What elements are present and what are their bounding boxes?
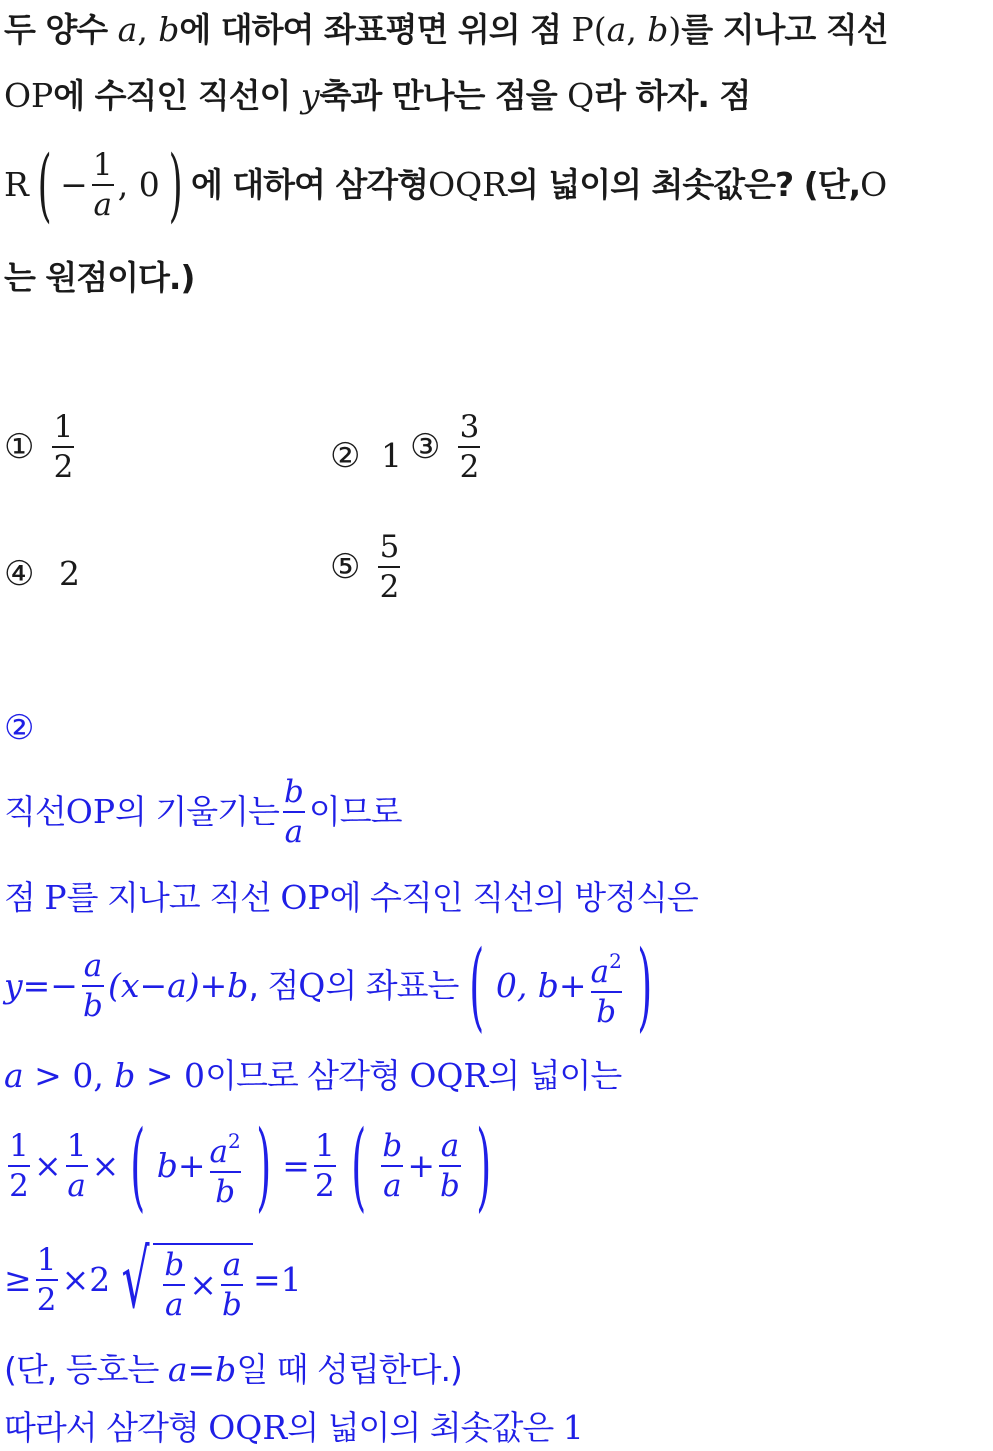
var-a: a bbox=[117, 10, 138, 49]
right-paren: ) bbox=[168, 138, 183, 231]
var-b: b bbox=[114, 1056, 136, 1095]
solution-line-7 bbox=[4, 1350, 462, 1390]
denominator: b bbox=[596, 993, 617, 1030]
numerator: 5 bbox=[379, 529, 400, 565]
numerator: b bbox=[164, 1247, 185, 1283]
zero: , 0 bbox=[117, 165, 160, 204]
numerator: 1 bbox=[315, 1128, 335, 1164]
paren: ) bbox=[668, 10, 682, 49]
numerator: a bbox=[440, 1128, 460, 1164]
var-a: a bbox=[4, 1056, 24, 1095]
text: 따라서 삼각형 bbox=[4, 1408, 209, 1447]
choice-mark: ⑤ bbox=[330, 547, 361, 587]
denominator: a bbox=[383, 1168, 402, 1204]
fraction bbox=[92, 146, 114, 224]
line-op: OP bbox=[4, 76, 54, 115]
choice-2[interactable] bbox=[330, 436, 402, 476]
exponent: 2 bbox=[228, 1128, 241, 1153]
point-q: Q bbox=[298, 966, 326, 1005]
point-p: P( bbox=[571, 10, 607, 49]
radicand bbox=[153, 1243, 253, 1325]
line-op: OP bbox=[280, 878, 330, 917]
times: × bbox=[91, 1146, 120, 1185]
times: × bbox=[34, 1146, 62, 1185]
triangle-oqr: OQR bbox=[208, 1408, 288, 1447]
choice-5[interactable] bbox=[330, 528, 404, 606]
problem-line-3 bbox=[4, 140, 887, 230]
numerator: b bbox=[382, 1128, 403, 1164]
equals-minus: =− bbox=[22, 966, 78, 1005]
left-paren: ( bbox=[130, 1110, 146, 1222]
numerator: b bbox=[283, 774, 304, 810]
numerator bbox=[591, 942, 622, 991]
fraction bbox=[221, 1246, 243, 1324]
exponent: 2 bbox=[609, 948, 622, 973]
solution-line-4 bbox=[4, 1056, 621, 1096]
times-two: ×2 bbox=[61, 1260, 111, 1299]
left-paren: ( bbox=[37, 138, 52, 231]
choice-3[interactable] bbox=[410, 408, 484, 486]
equality-condition: a=b bbox=[167, 1350, 237, 1389]
choice-mark: ② bbox=[330, 436, 361, 476]
denominator: b bbox=[440, 1168, 460, 1204]
fraction bbox=[52, 408, 74, 486]
origin-o: O bbox=[860, 165, 888, 204]
problem-line-4 bbox=[4, 258, 195, 298]
denominator: 2 bbox=[315, 1168, 335, 1204]
square-root bbox=[110, 1235, 253, 1325]
choice-value: 1 bbox=[380, 436, 402, 475]
text: 축과 만나는 점을 bbox=[319, 76, 568, 115]
choice-value: 2 bbox=[58, 554, 80, 593]
final-answer: 1 bbox=[562, 1408, 584, 1447]
fraction bbox=[378, 528, 400, 606]
choice-mark: ③ bbox=[410, 427, 441, 467]
expression: b+ bbox=[156, 1146, 206, 1185]
fraction bbox=[458, 408, 480, 486]
numerator: 3 bbox=[459, 409, 480, 445]
denominator: 2 bbox=[379, 569, 400, 605]
denominator: a bbox=[284, 814, 304, 850]
triangle-oqr: OQR bbox=[428, 165, 508, 204]
fraction bbox=[8, 1127, 30, 1205]
right-paren: ) bbox=[256, 1110, 271, 1222]
var-a: a bbox=[606, 10, 627, 49]
slope-fraction bbox=[283, 773, 305, 851]
radical-sign: √ bbox=[121, 1233, 150, 1326]
point-p: P bbox=[44, 878, 67, 917]
text: 에 수직인 직선의 방정식은 bbox=[329, 878, 698, 917]
inequality: > 0, bbox=[23, 1056, 115, 1095]
fraction bbox=[36, 1241, 58, 1319]
denominator: 2 bbox=[459, 449, 480, 485]
text: 이므로 bbox=[308, 792, 402, 831]
text: (단, 등호는 bbox=[4, 1350, 168, 1389]
denominator: a bbox=[67, 1168, 86, 1204]
text: 에 대하여 좌표평면 위의 점 bbox=[179, 10, 572, 49]
triangle-oqr: OQR bbox=[409, 1056, 489, 1095]
comma: , bbox=[626, 10, 648, 49]
numerator: 1 bbox=[66, 1128, 87, 1164]
text: 에 수직인 직선이 bbox=[53, 76, 301, 115]
base: a bbox=[590, 953, 610, 990]
text: 의 넓이의 최솟값은? (단, bbox=[507, 165, 861, 204]
base: a bbox=[209, 1133, 229, 1170]
fraction bbox=[66, 1127, 88, 1205]
solution-line-6 bbox=[4, 1230, 302, 1330]
denominator: 2 bbox=[9, 1168, 29, 1204]
point-q: Q bbox=[567, 76, 595, 115]
fraction bbox=[82, 947, 104, 1025]
numerator: 1 bbox=[9, 1128, 29, 1164]
numerator bbox=[210, 1122, 241, 1171]
text: 를 지나고 직선 bbox=[681, 10, 888, 49]
fraction bbox=[210, 1122, 241, 1211]
fraction bbox=[439, 1127, 461, 1205]
point-r: R bbox=[4, 165, 29, 204]
fraction bbox=[591, 942, 622, 1031]
denominator: b bbox=[215, 1173, 236, 1210]
text: 직선 bbox=[4, 792, 66, 831]
answer-mark bbox=[4, 708, 34, 748]
text: 두 양수 bbox=[4, 10, 118, 49]
denominator: a bbox=[165, 1287, 184, 1323]
minus: − bbox=[60, 165, 88, 204]
text: 에 대하여 삼각형 bbox=[190, 165, 429, 204]
comma: , bbox=[137, 10, 159, 49]
text: 이므로 삼각형 bbox=[205, 1056, 410, 1095]
left-paren: ( bbox=[469, 930, 485, 1042]
result: =1 bbox=[252, 1260, 302, 1299]
var-y: y bbox=[300, 76, 320, 115]
numerator: a bbox=[222, 1247, 242, 1283]
problem-line-2 bbox=[4, 76, 750, 116]
text: 의 기울기는 bbox=[115, 792, 279, 831]
fraction bbox=[163, 1246, 185, 1324]
text: 라 하자. 점 bbox=[594, 76, 751, 115]
solution-line-1 bbox=[4, 770, 402, 854]
solution-line-2 bbox=[4, 878, 698, 918]
choice-4[interactable] bbox=[4, 554, 80, 594]
equals: = bbox=[282, 1146, 310, 1185]
geq: ≥ bbox=[4, 1260, 32, 1299]
times: × bbox=[189, 1265, 217, 1304]
text: 의 좌표는 bbox=[325, 966, 459, 1005]
inequality: > 0 bbox=[135, 1056, 206, 1095]
var-b: b bbox=[647, 10, 669, 49]
fraction bbox=[381, 1127, 403, 1205]
numerator: 1 bbox=[92, 147, 113, 183]
var-b: b bbox=[158, 10, 180, 49]
numerator: 1 bbox=[53, 409, 74, 445]
right-paren: ) bbox=[476, 1110, 492, 1222]
problem-line-1 bbox=[4, 10, 888, 50]
denominator: 2 bbox=[53, 449, 74, 485]
denominator: a bbox=[93, 187, 112, 223]
solution-line-3 bbox=[4, 930, 663, 1042]
fraction bbox=[314, 1127, 336, 1205]
denominator: b bbox=[83, 988, 103, 1024]
solution-line-8 bbox=[4, 1408, 584, 1448]
solution-line-5 bbox=[4, 1110, 502, 1222]
expression: (x−a)+b bbox=[107, 966, 249, 1005]
line-op: OP bbox=[65, 792, 116, 831]
coord: 0, b+ bbox=[495, 966, 587, 1005]
text: , 점 bbox=[248, 966, 299, 1005]
var-y: y bbox=[4, 966, 23, 1005]
denominator: b bbox=[222, 1287, 242, 1323]
plus: + bbox=[407, 1146, 435, 1185]
text: 를 지나고 직선 bbox=[66, 878, 281, 917]
numerator: a bbox=[83, 948, 103, 984]
text: 일 때 성립한다.) bbox=[236, 1350, 462, 1389]
text: 는 원점이다.) bbox=[4, 258, 195, 297]
answer-choice: ② bbox=[4, 708, 35, 748]
text: 의 넓이는 bbox=[488, 1056, 622, 1095]
text: 의 넓이의 최솟값은 bbox=[287, 1408, 563, 1447]
choice-1[interactable] bbox=[4, 408, 78, 486]
right-paren: ) bbox=[637, 930, 653, 1042]
choice-mark: ① bbox=[4, 427, 35, 467]
left-paren: ( bbox=[351, 1110, 367, 1222]
numerator: 1 bbox=[36, 1242, 57, 1278]
choice-mark: ④ bbox=[4, 554, 35, 594]
denominator: 2 bbox=[36, 1282, 57, 1318]
text: 점 bbox=[4, 878, 45, 917]
